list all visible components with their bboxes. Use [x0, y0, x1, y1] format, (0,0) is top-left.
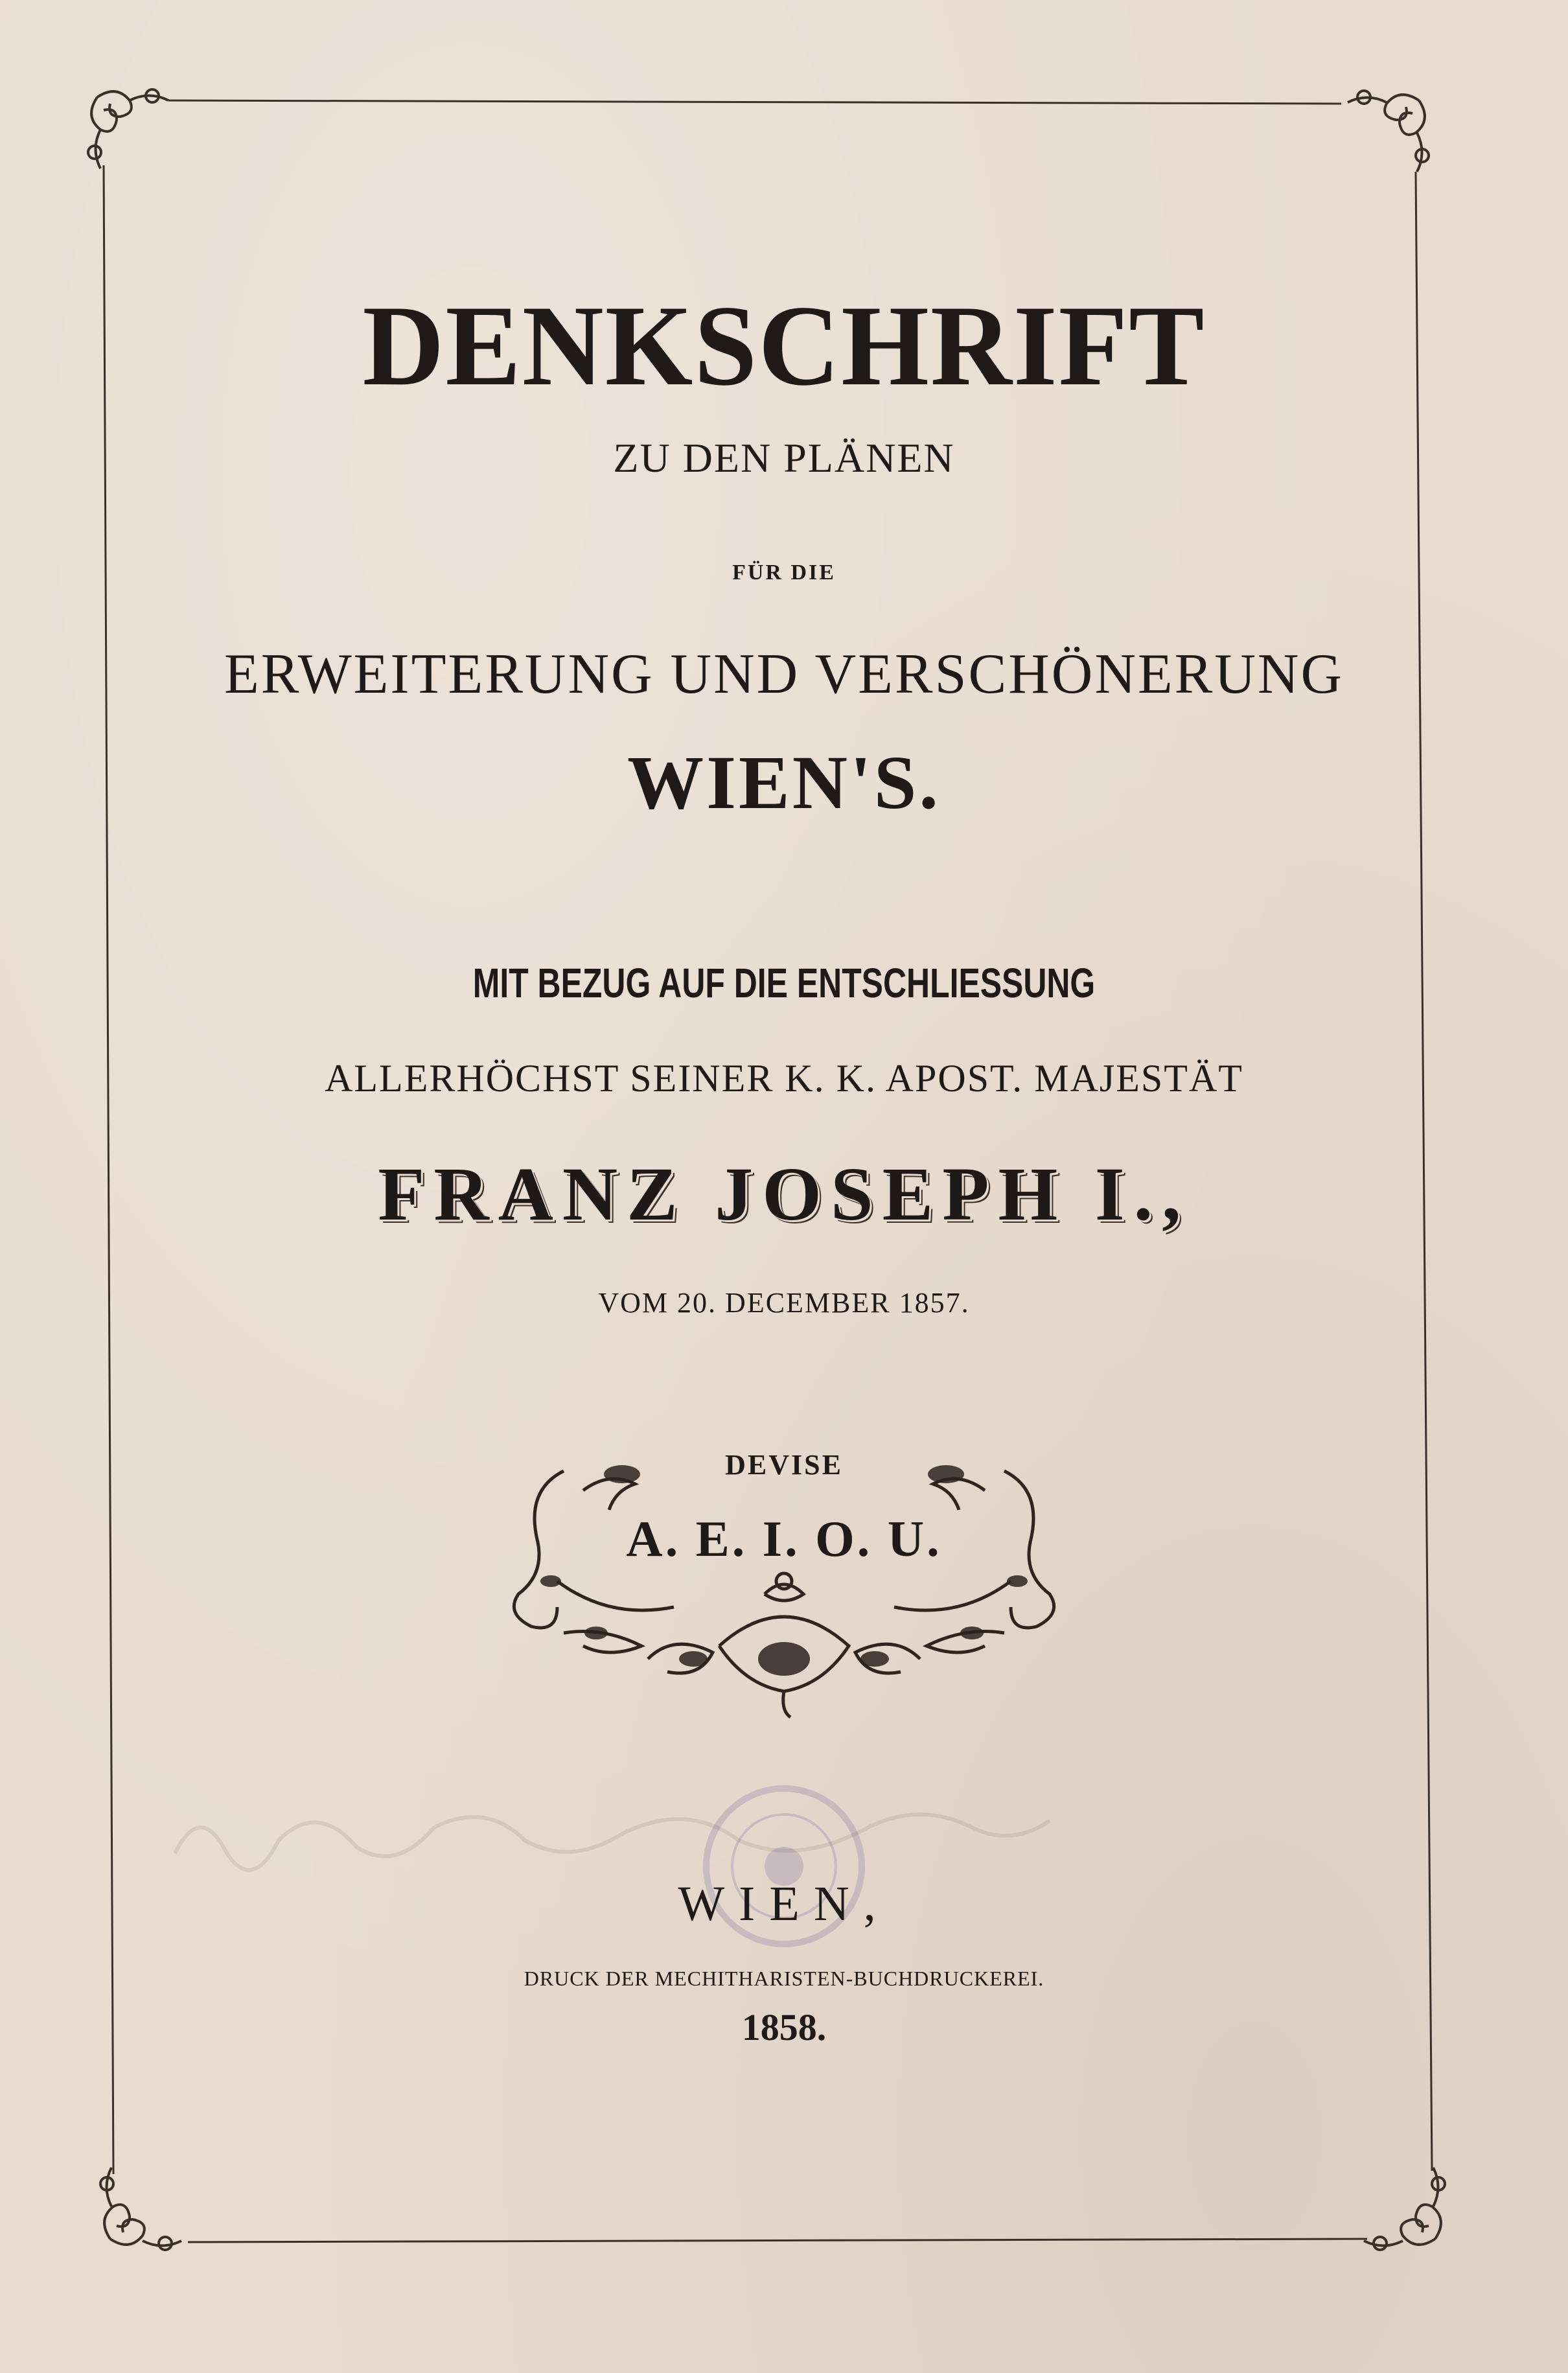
devise-label: DEVISE	[725, 1449, 843, 1481]
corner-ornament-bottom-right	[1364, 2168, 1445, 2250]
corner-ornament-top-right	[1348, 91, 1429, 172]
corner-ornament-bottom-left	[100, 2168, 181, 2250]
corner-ornament-top-left	[88, 89, 168, 168]
floral-cartouche-fill	[540, 1465, 1028, 1676]
motto: A. E. I. O. U.	[626, 1511, 942, 1567]
majesty-line: ALLERHÖCHST SEINER K. K. APOST. MAJESTÄT	[325, 1057, 1243, 1100]
floral-cartouche	[514, 1471, 1054, 1717]
city-heading: WIEN'S.	[627, 740, 941, 825]
emperor-name: FRANZ JOSEPH I.,	[378, 1152, 1190, 1236]
date-line: VOM 20. DECEMBER 1857.	[598, 1287, 970, 1319]
imprint-printer: DRUCK DER MECHITHARISTEN-BUCHDRUCKEREI.	[524, 1967, 1044, 1990]
title: DENKSCHRIFT	[362, 281, 1206, 410]
fur-die-line: FÜR DIE	[732, 561, 836, 585]
topic-line: ERWEITERUNG UND VERSCHÖNERUNG	[224, 643, 1344, 706]
imprint-year: 1858.	[741, 2006, 827, 2048]
subtitle: ZU DEN PLÄNEN	[613, 435, 955, 481]
imprint-place: WIEN,	[678, 1877, 890, 1931]
pencil-marginalia	[175, 1814, 1050, 1870]
reference-line: MIT BEZUG AUF DIE ENTSCHLIESSUNG	[472, 960, 1096, 1006]
